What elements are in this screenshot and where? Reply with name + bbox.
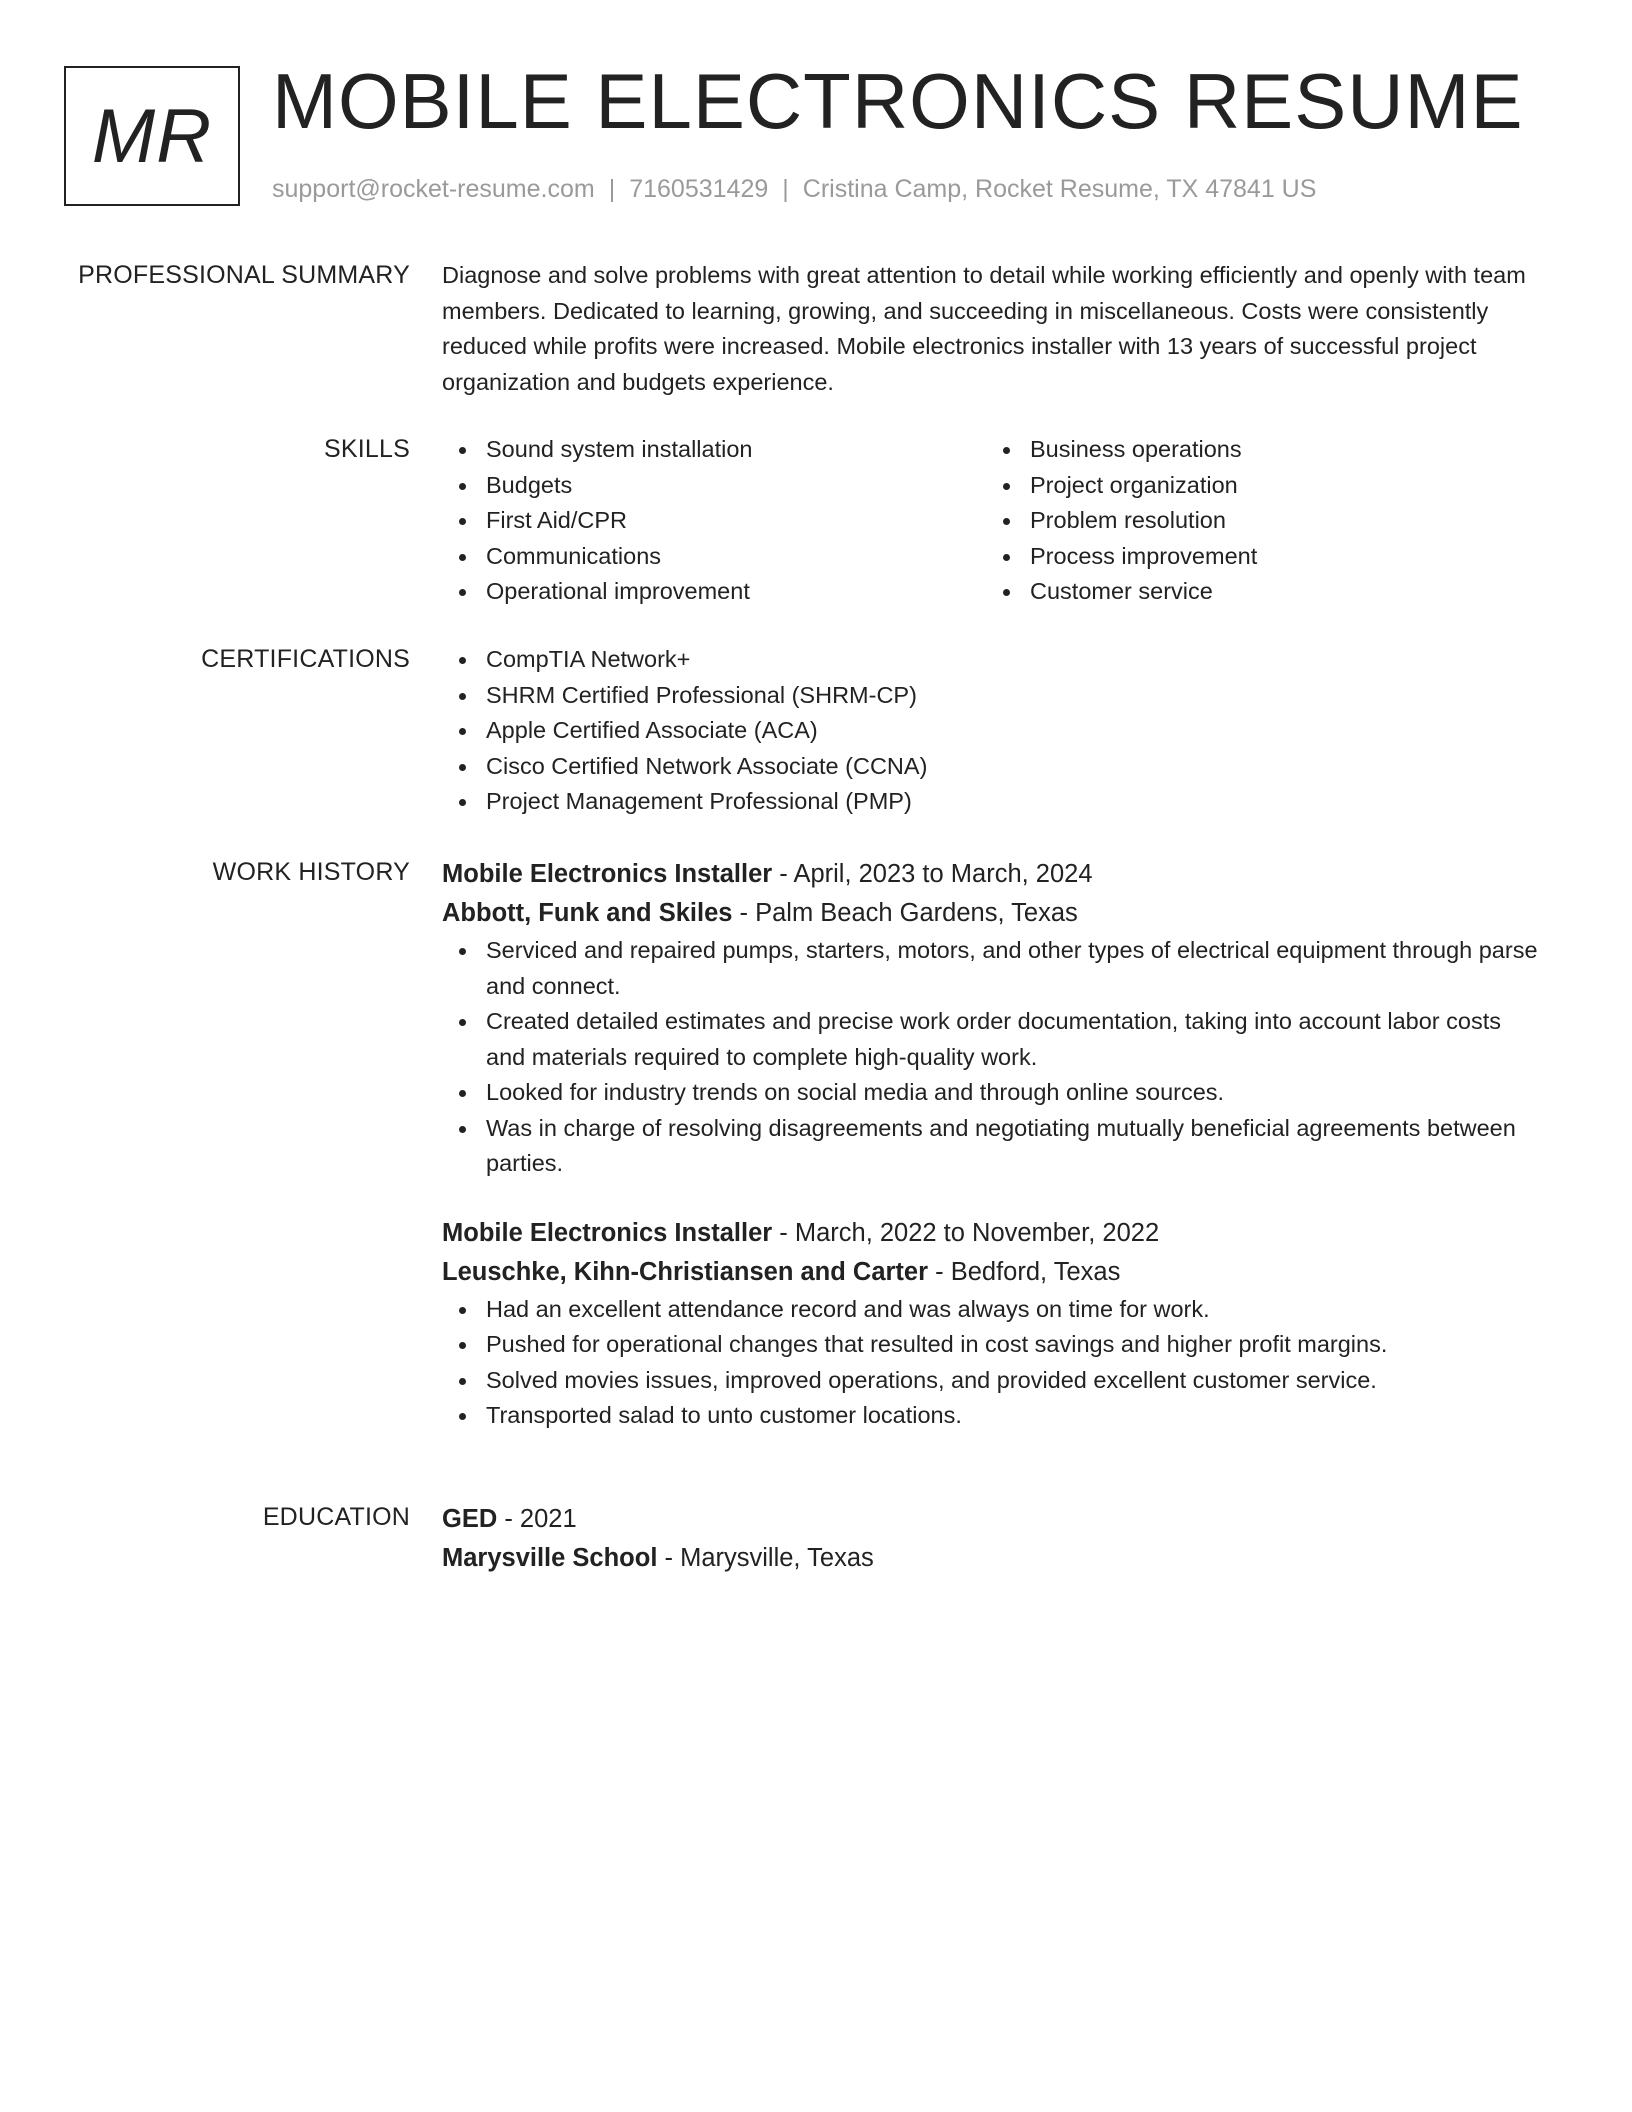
education-location: - Marysville, Texas [657, 1544, 874, 1572]
skill-item: Sound system installation [442, 432, 986, 468]
job-duty: Was in charge of resolving disagreements and negotiating mutually beneficial agreements between parties. [442, 1111, 1538, 1182]
skills-body [442, 432, 1538, 610]
job-duty: Transported salad to unto customer locations. [442, 1398, 1538, 1434]
job-duty: Serviced and repaired pumps, starters, motors, and other types of electrical equipment through parse and connect. [442, 933, 1538, 1004]
skills-list-left [442, 432, 986, 610]
certification-item: Project Management Professional (PMP) [442, 784, 1538, 820]
section-heading-education: EDUCATION [262, 1503, 410, 1531]
section-heading-skills: SKILLS [324, 435, 410, 463]
education-year: - 2021 [497, 1505, 577, 1533]
job-duty: Pushed for operational changes that resulted in cost savings and higher profit margins. [442, 1327, 1538, 1363]
job-employer-line [442, 894, 1538, 933]
education-school-line [442, 1539, 1538, 1578]
skill-item: Operational improvement [442, 574, 986, 610]
job-entry [442, 855, 1538, 1182]
education-body [442, 1500, 1538, 1578]
contact-email: support@rocket-resume.com [272, 175, 595, 203]
education-degree-line [442, 1500, 1538, 1539]
resume-title: MOBILE ELECTRONICS RESUME [272, 57, 1524, 145]
skill-item: First Aid/CPR [442, 503, 986, 539]
skill-item: Communications [442, 539, 986, 575]
job-title: Mobile Electronics Installer [442, 1218, 773, 1247]
job-entry [442, 1214, 1538, 1434]
job-title-line [442, 855, 1538, 894]
work-history-body [442, 855, 1538, 1434]
certification-item: Apple Certified Associate (ACA) [442, 713, 1538, 749]
job-dates: - March, 2022 to November, 2022 [772, 1218, 1160, 1247]
job-employer: Leuschke, Kihn-Christiansen and Carter [442, 1257, 929, 1286]
job-duty: Looked for industry trends on social media and through online sources. [442, 1075, 1538, 1111]
education-degree: GED [442, 1505, 498, 1533]
certification-item: Cisco Certified Network Associate (CCNA) [442, 749, 1538, 785]
section-heading-summary: PROFESSIONAL SUMMARY [78, 261, 410, 289]
job-duties-list [442, 933, 1538, 1182]
section-heading-work-history: WORK HISTORY [212, 858, 410, 886]
summary-text: Diagnose and solve problems with great attention to detail while working efficiently and openly with team members. Dedicated to learning, growing, and succeeding in miscellaneous. Costs were consistently reduced while profits were increased. Mobile electronics installer with 13 years of successful project organization and budgets experience. [442, 262, 1526, 395]
skills-list-right [986, 432, 1530, 610]
monogram-badge: MR [64, 66, 240, 206]
job-duties-list [442, 1292, 1538, 1434]
certifications-list [442, 642, 1538, 820]
skill-item: Budgets [442, 468, 986, 504]
job-duty: Had an excellent attendance record and was always on time for work. [442, 1292, 1538, 1328]
contact-line [272, 173, 1316, 205]
contact-address: Cristina Camp, Rocket Resume, TX 47841 US [802, 175, 1317, 203]
job-title-line [442, 1214, 1538, 1253]
job-location: - Palm Beach Gardens, Texas [732, 899, 1078, 927]
skill-item: Problem resolution [986, 503, 1530, 539]
skill-item: Customer service [986, 574, 1530, 610]
skill-item: Business operations [986, 432, 1530, 468]
job-duty: Solved movies issues, improved operations, and provided excellent customer service. [442, 1363, 1538, 1399]
job-employer: Abbott, Funk and Skiles [442, 899, 733, 927]
job-location: - Bedford, Texas [928, 1257, 1121, 1286]
skill-item: Project organization [986, 468, 1530, 504]
job-title: Mobile Electronics Installer [442, 860, 773, 888]
certifications-body [442, 642, 1538, 820]
section-heading-certifications: CERTIFICATIONS [201, 645, 410, 673]
education-school: Marysville School [442, 1544, 658, 1572]
certification-item: SHRM Certified Professional (SHRM-CP) [442, 678, 1538, 714]
contact-phone: 7160531429 [629, 175, 769, 203]
summary-body [442, 258, 1538, 400]
skill-item: Process improvement [986, 539, 1530, 575]
job-dates: - April, 2023 to March, 2024 [772, 860, 1093, 888]
job-duty: Created detailed estimates and precise work order documentation, taking into account labor costs and materials required to complete high-quality work. [442, 1004, 1538, 1075]
contact-separator: | [608, 175, 616, 203]
contact-separator: | [782, 175, 789, 203]
certification-item: CompTIA Network+ [442, 642, 1538, 678]
job-employer-line [442, 1253, 1538, 1292]
